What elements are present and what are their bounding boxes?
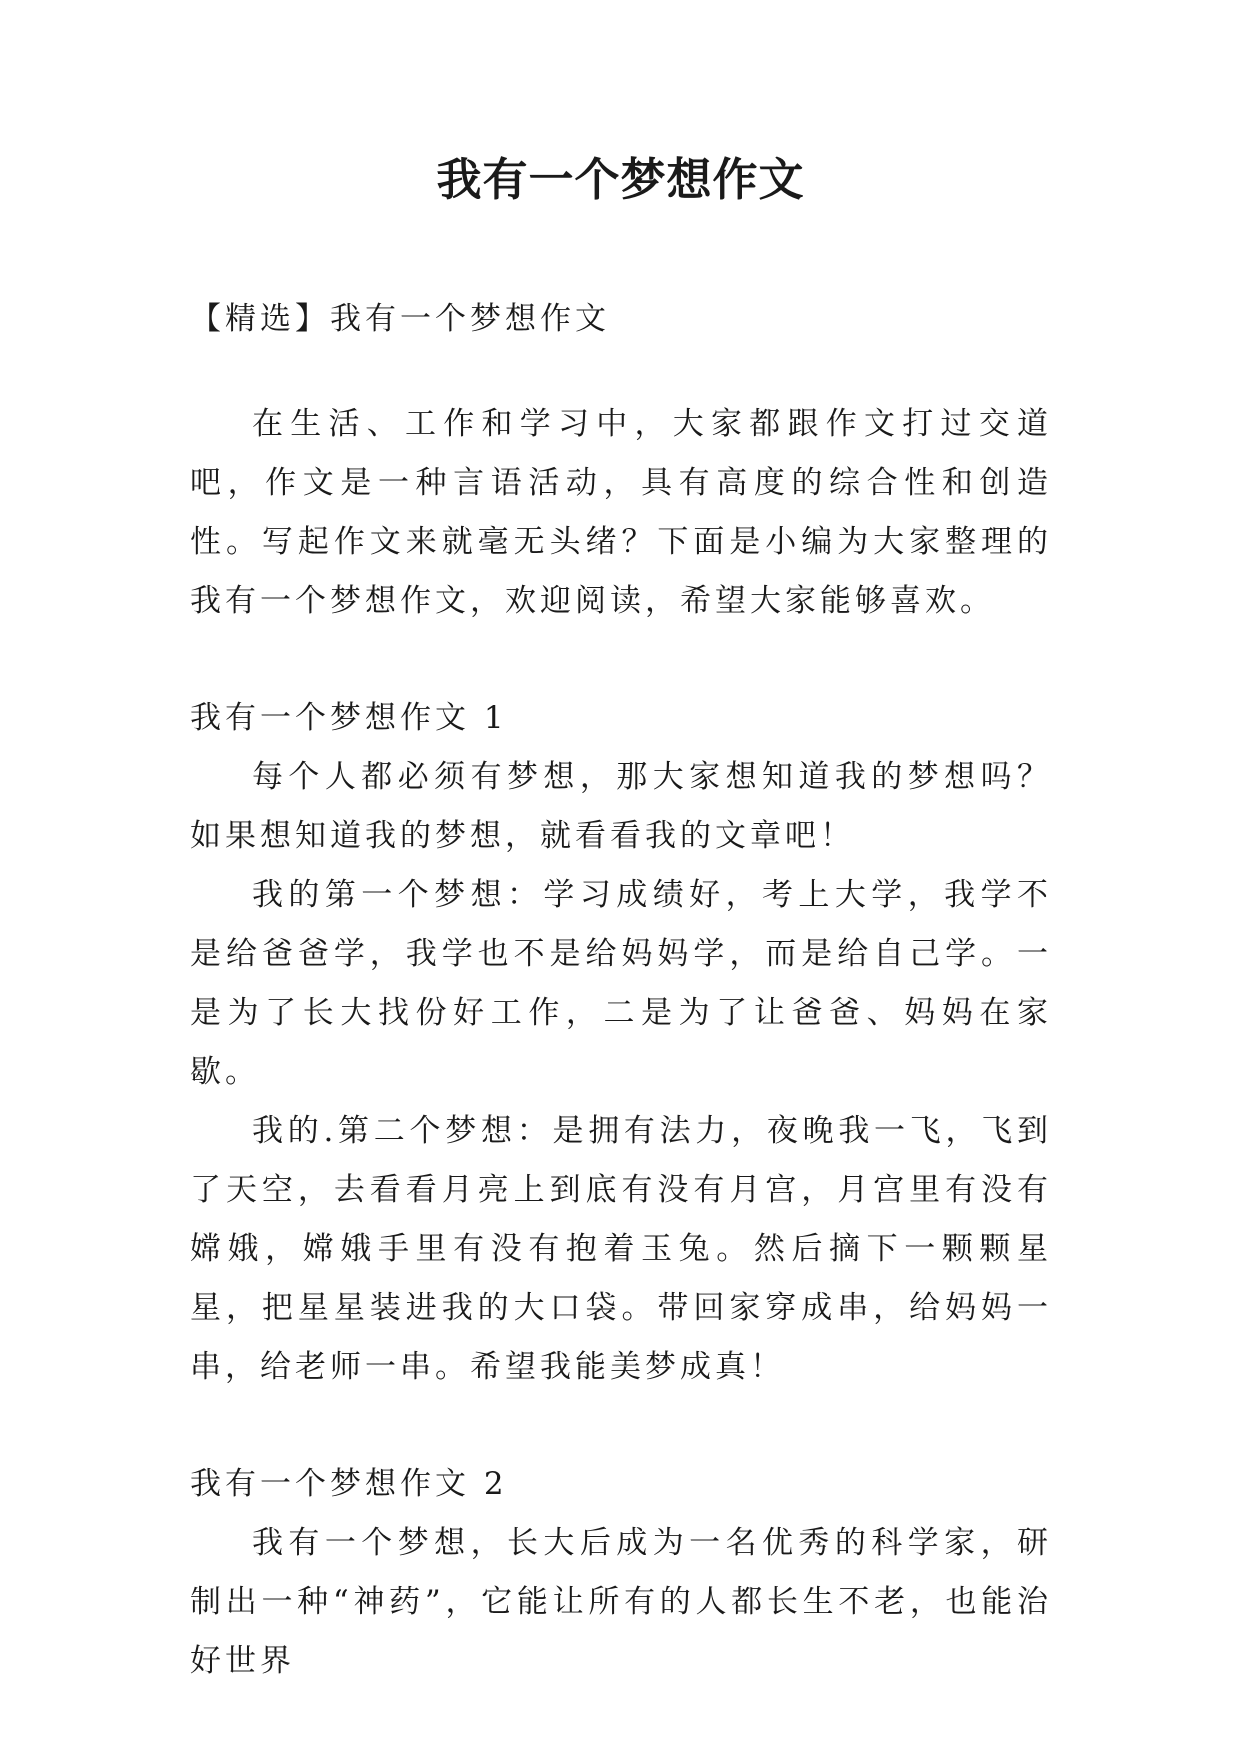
section-paragraph: 每个人都必须有梦想，那大家想知道我的梦想吗？如果想知道我的梦想，就看看我的文章吧！ <box>190 759 1052 854</box>
section-heading: 我有一个梦想作文 2 <box>190 1466 508 1502</box>
intro-paragraph: 在生活、工作和学习中，大家都跟作文打过交道吧，作文是一种言语活动，具有高度的综合性和创造性。写起作文来就毫无头绪？下面是小编为大家整理的我有一个梦想作文，欢迎阅读，希望大家能够喜欢。 <box>190 406 1052 619</box>
section-paragraph: 我的.第二个梦想：是拥有法力，夜晚我一飞，飞到了天空，去看看月亮上到底有没有月宫，月宫里有没有嫦娥，嫦娥手里有没有抱着玉兔。然后摘下一颗颗星星，把星星装进我的大口袋。带回家穿成串，给妈妈一串，给老师一串。希望我能美梦成真！ <box>190 1113 1052 1385</box>
section-paragraph: 我的第一个梦想：学习成绩好，考上大学，我学不是给爸爸学，我学也不是给妈妈学，而是给自己学。一是为了长大找份好工作，二是为了让爸爸、妈妈在家歇。 <box>190 877 1052 1090</box>
document-title: 我有一个梦想作文 <box>436 153 805 206</box>
section-paragraph: 我有一个梦想，长大后成为一名优秀的科学家，研制出一种“神药”，它能让所有的人都长生不老，也能治好世界 <box>190 1525 1052 1679</box>
document-subtitle: 【精选】我有一个梦想作文 <box>190 301 610 337</box>
document-body <box>190 290 1052 1691</box>
section-heading: 我有一个梦想作文 1 <box>190 700 508 736</box>
